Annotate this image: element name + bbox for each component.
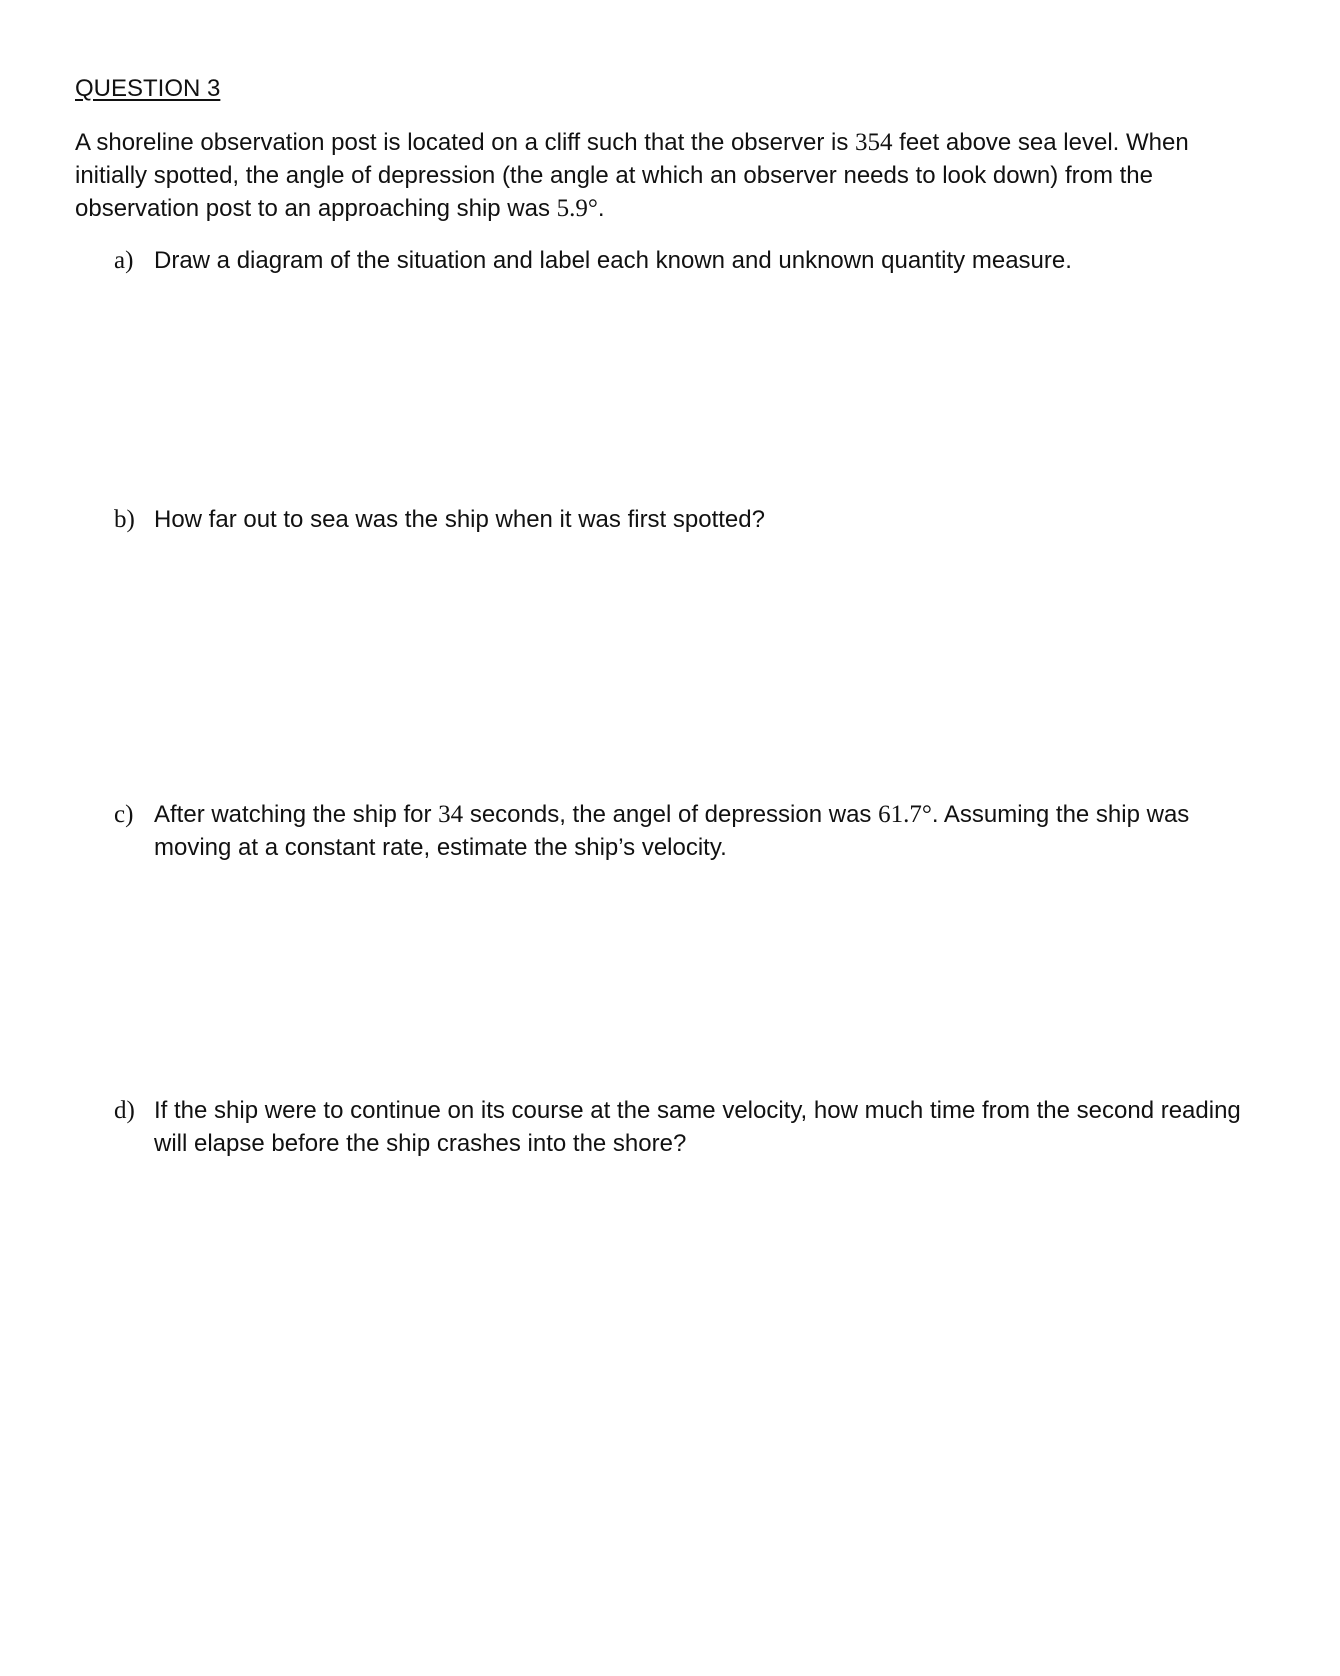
question-title: QUESTION 3 bbox=[75, 75, 221, 102]
cliff-height-value: 354 bbox=[855, 129, 893, 156]
second-angle-value: 61.7° bbox=[878, 801, 932, 828]
part-b bbox=[114, 503, 1254, 536]
intro-end: . bbox=[597, 195, 605, 222]
part-c-text-2: seconds, the angel of depression was bbox=[463, 801, 879, 828]
part-d-text: If the ship were to continue on its course at the same velocity, how much time from the second reading will elapse before the ship crashes into the shore? bbox=[154, 1097, 1241, 1157]
part-c-text-1: After watching the ship for bbox=[154, 801, 439, 828]
part-c-text bbox=[154, 798, 1254, 864]
part-b-letter: b) bbox=[114, 506, 135, 533]
intro-text-2: feet above sea level. When initially spotted, the angle of depression (the angle at which an observer needs to look down) from the observation post to an approaching ship was bbox=[75, 129, 1189, 222]
part-c-letter: c) bbox=[114, 801, 134, 828]
part-a bbox=[114, 244, 1254, 277]
question-intro bbox=[75, 126, 1255, 225]
part-b-text: How far out to sea was the ship when it was first spotted? bbox=[154, 506, 765, 533]
part-c-text-3: . Assuming the ship was moving at a constant rate, estimate the ship’s velocity. bbox=[154, 801, 1190, 861]
part-c bbox=[114, 798, 1254, 864]
intro-text-1: A shoreline observation post is located on a cliff such that the observer is bbox=[75, 129, 855, 156]
part-a-text: Draw a diagram of the situation and label each known and unknown quantity measure. bbox=[154, 247, 1072, 274]
part-d-letter: d) bbox=[114, 1097, 135, 1124]
part-a-letter: a) bbox=[114, 247, 134, 274]
part-d bbox=[114, 1094, 1254, 1160]
initial-angle-value: 5.9° bbox=[556, 195, 598, 222]
watch-time-value: 34 bbox=[438, 801, 464, 828]
